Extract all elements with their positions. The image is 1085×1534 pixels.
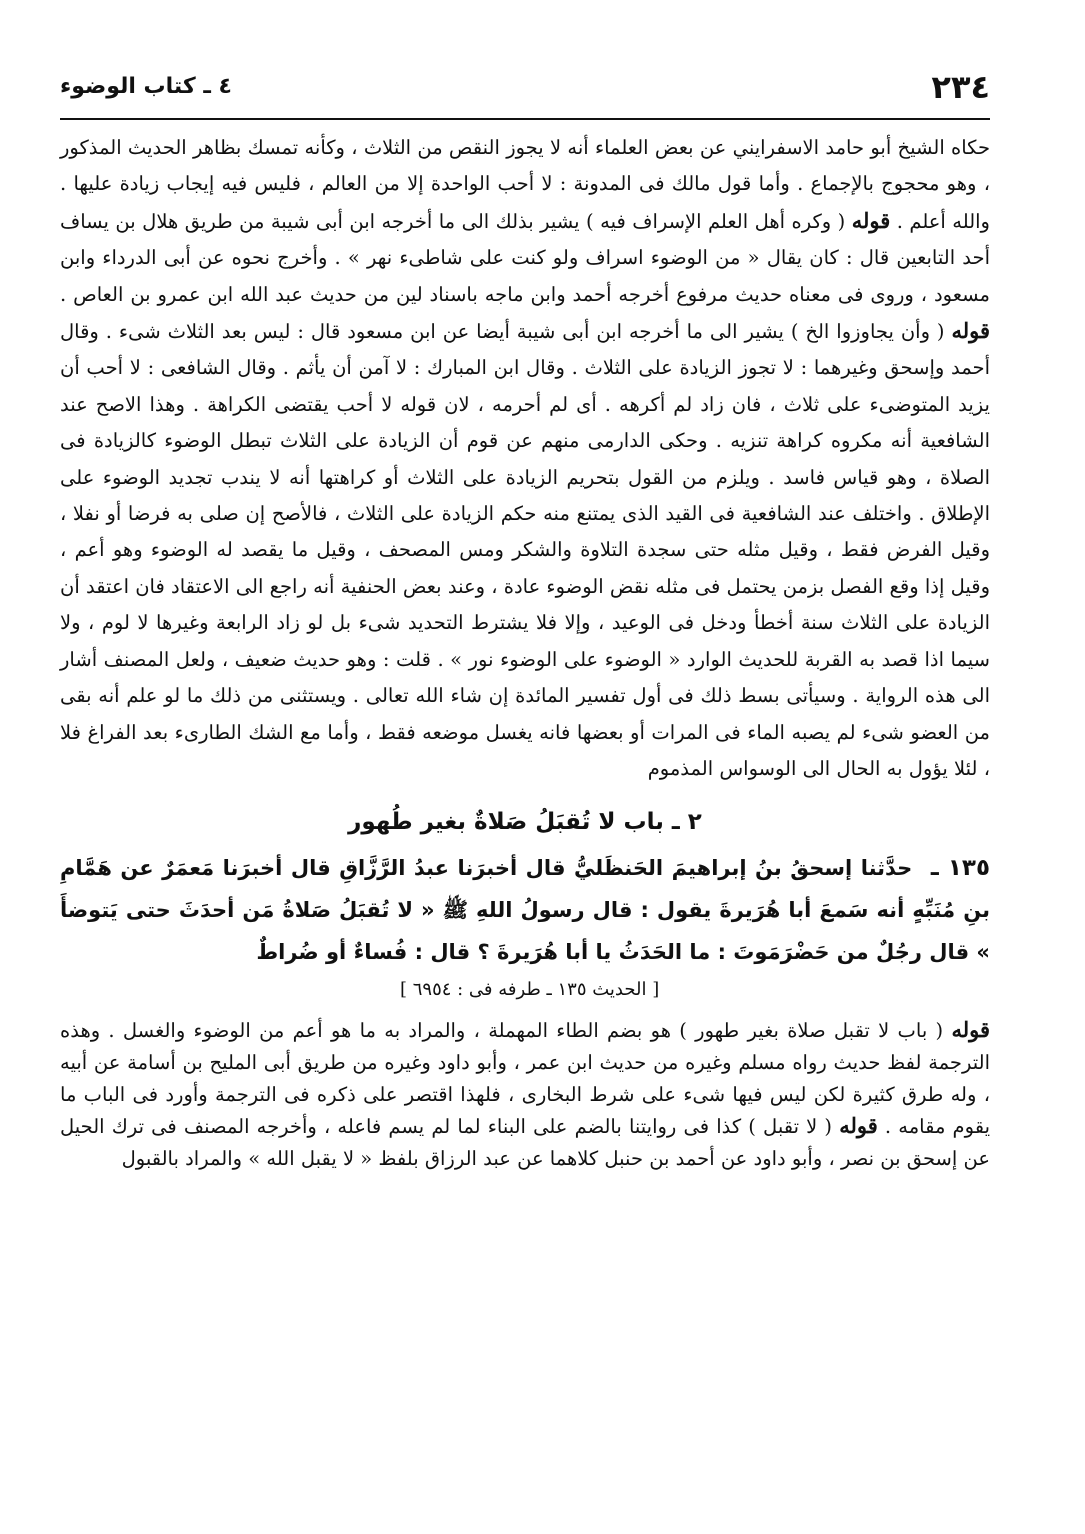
qawluhu-marker: قوله <box>951 318 991 344</box>
hadith-block <box>60 847 990 973</box>
book-page <box>60 60 990 1500</box>
commentary-block <box>60 130 990 787</box>
running-chapter-title: ٤ ـ كتاب الوضوء <box>60 74 232 99</box>
sharh-text-2: ( لا تقبل ) كذا فى روايتنا بالضم على البناء لما لم يسم فاعله ، وأخرجه المصنف فى ترك الحيل عن إسحق بن نصر ، وأبو داود عن أحمد بن حنبل كلاهما عن عبد الرزاق بلفظ « لا يقبل الله » والمراد بالقبول <box>60 1115 990 1170</box>
page-number: ٢٣٤ <box>931 68 990 106</box>
qawluhu-marker: قوله <box>839 1113 878 1139</box>
sharh-block <box>60 1014 990 1174</box>
qawluhu-marker: قوله <box>951 1017 991 1043</box>
commentary-paragraph <box>60 130 990 787</box>
hadith-text: حدَّثنا إسحقُ بنُ إبراهيمَ الحَنظَليُّ قال أخبرَنا عبدُ الرَّزَّاقِ قال أخبرَنا مَعمَرٌ عن هَمَّامِ بنِ مُنَبِّهٍ أنه سَمعَ أبا هُرَيرةَ يقول : قال رسولُ اللهِ ﷺ « لا تُقبَلُ صَلاةُ مَن أحدَثَ حتى يَتوضأَ » قال رجُلٌ من حَضْرَمَوتَ : ما الحَدَثُ يا أبا هُرَيرةَ ؟ قال : فُساءٌ أو ضُراطٌ <box>60 856 990 965</box>
commentary-text-2: ( وكره أهل العلم الإسراف فيه ) يشير بذلك الى ما أخرجه ابن أبى شيبة من طريق هلال بن يساف أحد التابعين قال : كان يقال « من الوضوء اسراف ولو كنت على شاطىء نهر » . وأخرج نحوه عن أبى الدرداء وابن مسعود ، وروى فى معناه حديث مرفوع أخرجه أحمد وابن ماجه باسناد لين من حديث عبد الله ابن عمرو بن العاص . <box>60 209 990 306</box>
commentary-text-1: حكاه الشيخ أبو حامد الاسفرايني عن بعض العلماء أنه لا يجوز النقص من الثلاث ، وكأنه تمسك بظاهر الحديث المذكور ، وهو محجوج بالإجماع . وأما قول مالك فى المدونة : لا أحب الواحدة إلا من العالم ، فليس فيه إيجاب زيادة عليها . والله أعلم . <box>60 136 990 233</box>
hadith-reference: [ الحديث ١٣٥ ـ طرفه فى : ٦٩٥٤ ] <box>400 979 660 1001</box>
page-header <box>60 60 990 120</box>
qawluhu-marker: قوله <box>851 207 891 233</box>
sharh-text-1: ( باب لا تقبل صلاة بغير طهور ) هو بضم الطاء المهملة ، والمراد به ما هو أعم من الوضوء والغسل . وهذه الترجمة لفظ حديث رواه مسلم وغيره من حديث ابن عمر ، وأبو داود وغيره من طريق أبى المليح بن أسامة عن أبيه ، وله طرق كثيرة لكن ليس فيها شىء على شرط البخارى ، فلهذا اقتصر على ذكره فى الترجمة وأورد فى الباب ما يقوم مقامه . <box>60 1019 990 1139</box>
chapter-heading: ٢ ـ باب لا تُقبَلُ صَلاةٌ بغير طُهور <box>348 809 702 836</box>
hadith-number: ١٣٥ ـ <box>930 855 991 882</box>
commentary-text-3: ( وأن يجاوزوا الخ ) يشير الى ما أخرجه ابن أبى شيبة أيضا عن ابن مسعود قال : ليس بعد الثلاث شىء . وقال أحمد وإسحق وغيرهما : لا تجوز الزيادة على الثلاث . وقال ابن المبارك : لا آمن أن يأثم . وقال الشافعى : لا أحب أن يزيد المتوضىء على ثلاث ، فان زاد لم أكرهه . أى لم أحرمه ، لان قوله لا أحب يقتضى الكراهة . وهذا الاصح عند الشافعية أنه مكروه كراهة تنزيه . وحكى الدارمى منهم عن قوم أن الزيادة على الثلاث تبطل الوضوء كالزيادة فى الصلاة ، وهو قياس فاسد . ويلزم من القول بتحريم الزيادة على الثلاث أو كراهتها أنه لا يندب تجديد الوضوء على الإطلاق . واختلف عند الشافعية فى القيد الذى يمتنع منه حكم الزيادة على الثلاث ، فالأصح إن صلى به فرضا أو نفلا ، وقيل الفرض فقط ، وقيل مثله حتى سجدة التلاوة والشكر ومس المصحف ، وقيل ما يقصد له الوضوء وهو أعم ، وقيل إذا وقع الفصل بزمن يحتمل فى مثله نقض الوضوء عادة ، وعند بعض الحنفية أنه راجع الى الاعتقاد فان اعتقد أن الزيادة على الثلاث سنة أخطأ ودخل فى الوعيد ، وإلا فلا يشترط التحديد شىء بل لو زاد الرابعة وغيرها لا لوم ، ولا سيما اذا قصد به القربة للحديث الوارد « الوضوء على الوضوء نور » . قلت : وهو حديث ضعيف ، ولعل المصنف أشار الى هذه الرواية . وسيأتى بسط ذلك فى أول تفسير المائدة إن شاء الله تعالى . ويستثنى من ذلك ما لو علم أنه بقى من العضو شىء لم يصبه الماء فى المرات أو بعضها فانه يغسل موضعه فقط ، وأما مع الشك الطارىء بعد الفراغ فلا ، لئلا يؤول به الحال الى الوسواس المذموم <box>60 320 990 780</box>
